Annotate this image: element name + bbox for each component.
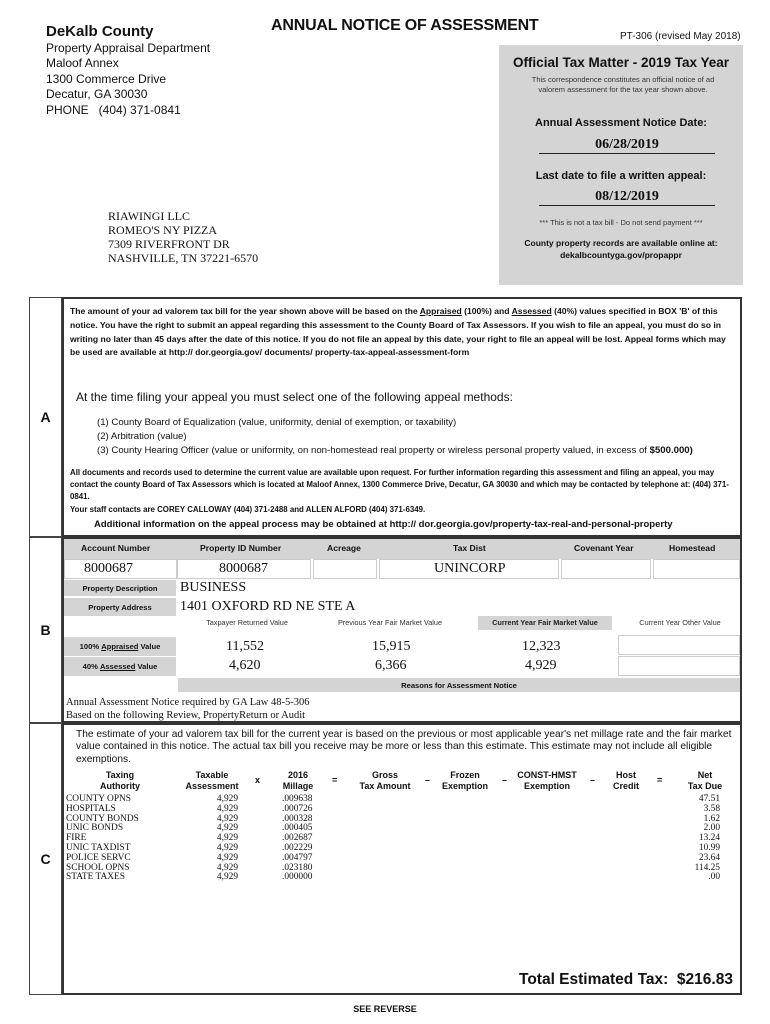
covenant-year-header: Covenant Year bbox=[574, 543, 634, 553]
official-notice-text: This correspondence constitutes an official notice of ad valorem assessment for the tax year shown above. bbox=[531, 75, 715, 94]
header-line: Tax Amount bbox=[359, 780, 411, 791]
acreage-header: Acreage bbox=[327, 543, 361, 553]
equals-operator: = bbox=[332, 775, 338, 785]
millage-cell: .009638 bbox=[282, 794, 313, 804]
section-b-label: B bbox=[29, 537, 62, 723]
appeal-method bbox=[97, 444, 693, 458]
appeal-deadline-label: Last date to file a written appeal: bbox=[535, 170, 707, 182]
notice-date-label: Annual Assessment Notice Date: bbox=[535, 117, 707, 129]
previous-value-header: Previous Year Fair Market Value bbox=[337, 618, 443, 627]
appeal-rights-paragraph bbox=[70, 305, 734, 360]
staff-contacts: Your staff contacts are COREY CALLOWAY (404) 371-2488 and ALLEN ALFORD (404) 371-6349. bbox=[70, 504, 426, 514]
assessment-law-note bbox=[66, 697, 310, 722]
section-a-box bbox=[62, 297, 742, 537]
authority-cell: COUNTY BONDS bbox=[66, 813, 139, 824]
official-tax-matter: Official Tax Matter - 2019 Tax Year bbox=[512, 55, 730, 70]
taxable-assessment-header bbox=[180, 770, 244, 791]
appeal-method: (2) Arbitration (value) bbox=[97, 430, 187, 442]
header-line: Taxing bbox=[105, 770, 135, 780]
online-records-url: dekalbcountyga.gov/propappr bbox=[560, 250, 682, 260]
text-run: Value bbox=[138, 642, 161, 651]
appraised-term: Appraised bbox=[101, 642, 139, 651]
header-line: 2016 bbox=[287, 770, 309, 780]
millage-cell: .000405 bbox=[282, 823, 313, 834]
threshold-amount: $500.000) bbox=[649, 444, 693, 456]
see-reverse-note: SEE REVERSE bbox=[353, 1004, 417, 1014]
homestead-cell bbox=[653, 559, 740, 579]
authority-column bbox=[66, 795, 166, 883]
assessment-column bbox=[194, 795, 238, 883]
property-address: 1401 OXFORD RD NE STE A bbox=[180, 599, 356, 614]
assessment-cell: 4,929 bbox=[216, 842, 238, 853]
assessment-cell: 4,929 bbox=[216, 823, 238, 834]
millage-cell: .002687 bbox=[282, 833, 313, 844]
assessment-cell: 4,929 bbox=[216, 794, 238, 804]
text-run: (3) County Hearing Officer (value or uniformity, on non-homestead real property or wireless personal property valued, in excess of bbox=[97, 444, 650, 456]
assessed-term: Assessed bbox=[511, 306, 552, 316]
assessed-current-value: 4,929 bbox=[525, 658, 557, 673]
recipient-line: RIAWINGI LLC bbox=[108, 209, 191, 223]
section-a-label: A bbox=[29, 297, 62, 537]
address-line: 1300 Commerce Drive bbox=[46, 71, 167, 86]
assessed-returned-value: 4,620 bbox=[229, 658, 261, 673]
online-records-label: County property records are available online at: bbox=[524, 238, 718, 248]
header-line: CONST-HMST bbox=[517, 770, 577, 780]
times-operator: x bbox=[255, 775, 261, 785]
assessed-other-cell bbox=[618, 656, 740, 676]
document-title: ANNUAL NOTICE OF ASSESSMENT bbox=[271, 17, 539, 34]
additional-info-link: Additional information on the appeal process may be obtained at http:// dor.georgia.gov/property-tax-real-and-personal-property bbox=[94, 519, 673, 530]
appraised-previous-value: 15,915 bbox=[372, 639, 411, 654]
tax-estimate-intro: The estimate of your ad valorem tax bill for the current year is based on the previous or most applicable year's net millage rate and the fair market value contained in this notice. The actual tax bill you receive may be more or less than this estimate. This estimate may not include all eligible exemptions. bbox=[76, 729, 732, 765]
assessed-term: Assessed bbox=[99, 662, 136, 671]
net-tax-due-header bbox=[680, 770, 730, 791]
gross-tax-header bbox=[352, 770, 418, 791]
text-run: The amount of your ad valorem tax bill for the year shown above will be based on the bbox=[70, 306, 420, 316]
millage-cell: .000726 bbox=[282, 803, 313, 814]
law-line: Based on the following Review, PropertyReturn or Audit bbox=[66, 709, 306, 721]
millage-header bbox=[274, 770, 322, 791]
authority-cell: UNIC TAXDIST bbox=[66, 842, 131, 853]
appeal-methods-heading: At the time filing your appeal you must select one of the following appeal methods: bbox=[76, 390, 513, 404]
acreage-cell bbox=[313, 559, 377, 579]
assessment-cell: 4,929 bbox=[216, 813, 238, 824]
account-number-header: Account Number bbox=[81, 543, 151, 553]
recipient-address bbox=[108, 209, 258, 265]
text-run: 100% bbox=[79, 642, 102, 651]
header-line: Assessment bbox=[185, 780, 239, 791]
net-tax-cell: 1.62 bbox=[703, 813, 720, 824]
header-line: Taxable bbox=[195, 770, 229, 780]
total-estimated-tax bbox=[519, 971, 733, 989]
recipient-line: ROMEO'S NY PIZZA bbox=[108, 223, 218, 237]
header-line: Authority bbox=[100, 780, 140, 791]
total-label: Total Estimated Tax: bbox=[519, 971, 669, 988]
net-tax-cell: 13.24 bbox=[698, 833, 720, 844]
other-value-header: Current Year Other Value bbox=[639, 618, 721, 627]
appraised-value-label bbox=[64, 637, 176, 656]
authority-cell: FIRE bbox=[66, 833, 87, 844]
taxing-authority-header bbox=[94, 770, 146, 791]
minus-operator: – bbox=[502, 775, 508, 785]
authority-cell: UNIC BONDS bbox=[66, 823, 124, 834]
appraised-other-cell bbox=[618, 635, 740, 655]
authority-cell: STATE TAXES bbox=[66, 872, 126, 883]
appeal-deadline-date: 08/12/2019 bbox=[539, 189, 715, 206]
net-tax-cell: 10.99 bbox=[698, 842, 720, 853]
millage-cell: .023180 bbox=[282, 862, 313, 873]
authority-cell: POLICE SERVC bbox=[66, 852, 131, 863]
text-run: Value bbox=[135, 662, 158, 671]
header-line: Frozen bbox=[450, 770, 480, 780]
text-run: (100%) and bbox=[461, 306, 512, 316]
header-line: Credit bbox=[612, 780, 639, 791]
section-c-box bbox=[62, 723, 742, 995]
notice-date: 06/28/2019 bbox=[539, 137, 715, 154]
net-tax-cell: 47.51 bbox=[698, 794, 720, 804]
net-tax-cell: 3.58 bbox=[703, 803, 720, 814]
net-tax-cell: 23.64 bbox=[698, 852, 720, 863]
millage-cell: .000000 bbox=[282, 872, 313, 883]
appraised-returned-value: 11,552 bbox=[226, 639, 264, 654]
returned-value-header: Taxpayer Returned Value bbox=[206, 618, 288, 627]
net-tax-cell: 114.25 bbox=[694, 862, 720, 873]
frozen-exemption-header bbox=[436, 770, 494, 791]
law-line: Annual Assessment Notice required by GA Law 48-5-306 bbox=[66, 697, 310, 708]
assessment-cell: 4,929 bbox=[216, 852, 238, 863]
address-line: PHONE (404) 371-0841 bbox=[46, 102, 181, 117]
property-address-label: Property Address bbox=[64, 598, 176, 616]
total-value: $216.83 bbox=[676, 971, 733, 988]
header-line: Net bbox=[697, 770, 713, 780]
address-line: Decatur, GA 30030 bbox=[46, 87, 148, 102]
assessed-value-label bbox=[64, 657, 176, 676]
header-line: Tax Due bbox=[687, 780, 723, 791]
authority-cell: SCHOOL OPNS bbox=[66, 862, 130, 873]
authority-cell: COUNTY OPNS bbox=[66, 794, 132, 804]
tax-district: UNINCORP bbox=[434, 561, 506, 576]
host-credit-header bbox=[606, 770, 646, 791]
property-description-label: Property Description bbox=[64, 580, 176, 596]
county-name: DeKalb County bbox=[46, 23, 154, 40]
appraised-term: Appraised bbox=[419, 306, 462, 316]
net-tax-cell: .00 bbox=[708, 872, 720, 883]
header-line: Exemption bbox=[441, 780, 488, 791]
net-tax-column bbox=[664, 795, 720, 883]
property-id-header: Property ID Number bbox=[200, 543, 282, 553]
property-id: 8000687 bbox=[219, 561, 268, 576]
appeal-methods-list bbox=[97, 416, 693, 457]
recipient-line: 7309 RIVERFRONT DR bbox=[108, 237, 230, 251]
recipient-line: NASHVILLE, TN 37221-6570 bbox=[108, 251, 259, 265]
equals-operator: = bbox=[657, 775, 663, 785]
assessment-cell: 4,929 bbox=[216, 803, 238, 814]
appraised-current-value: 12,323 bbox=[522, 639, 561, 654]
const-hmst-header bbox=[512, 770, 582, 791]
authority-cell: HOSPITALS bbox=[66, 803, 116, 814]
millage-cell: .002229 bbox=[282, 842, 313, 853]
property-header-row bbox=[64, 539, 740, 559]
text-run: (40%) values specified in BOX 'B' of this notice. You have the right to submit an appeal regarding this assessment to the County Board of Tax Assessors. If you wish to file an appeal, you must do so in writing no later than 45 days after the date of this notice. If you do not file an appeal by this date, your right to file an appeal will be lost. Appeal forms which may be used are available at http:// dor.georgia.gov/ documents/ property-tax-appeal-assessment-form bbox=[70, 306, 726, 358]
tax-dist-header: Tax Dist bbox=[453, 543, 486, 553]
assessment-cell: 4,929 bbox=[216, 862, 238, 873]
documents-paragraph bbox=[70, 467, 734, 516]
text-run: 40% bbox=[82, 662, 100, 671]
header-line: Exemption bbox=[523, 780, 570, 791]
header-line: Millage bbox=[282, 780, 314, 791]
property-description: BUSINESS bbox=[180, 580, 247, 595]
appeal-method: (1) County Board of Equalization (value, uniformity, denial of exemption, or taxability) bbox=[97, 417, 457, 428]
header-line: Gross bbox=[371, 770, 398, 780]
reasons-header: Reasons for Assessment Notice bbox=[178, 678, 740, 692]
net-tax-cell: 2.00 bbox=[703, 823, 720, 834]
section-c-label: C bbox=[29, 723, 62, 995]
millage-cell: .000328 bbox=[282, 813, 313, 824]
notice-info-panel bbox=[499, 45, 743, 285]
account-number: 8000687 bbox=[84, 561, 133, 576]
address-line: Property Appraisal Department bbox=[46, 41, 211, 55]
address-line: Maloof Annex bbox=[46, 56, 119, 71]
assessed-previous-value: 6,366 bbox=[375, 658, 407, 673]
header-line: Host bbox=[616, 770, 636, 780]
current-value-header: Current Year Fair Market Value bbox=[478, 616, 612, 630]
assessment-cell: 4,929 bbox=[216, 833, 238, 844]
documents-text: All documents and records used to determine the current value are available upon request. For further information regarding this assessment and filing an appeal, you may contact the county Board of Tax Assessors which is located at Maloof Annex, 1300 Commerce Drive, Decatur, GA 30030 and which may be contacted by telephone at: (404) 371-0841. bbox=[70, 468, 729, 502]
covenant-cell bbox=[561, 559, 651, 579]
millage-column bbox=[282, 795, 332, 883]
not-a-bill-notice: *** This is not a tax bill - Do not send payment *** bbox=[539, 218, 703, 227]
department-address bbox=[46, 41, 210, 118]
minus-operator: – bbox=[590, 775, 596, 785]
section-b-box bbox=[62, 537, 742, 723]
homestead-header: Homestead bbox=[669, 543, 716, 553]
minus-operator: – bbox=[425, 775, 431, 785]
form-number: PT-306 (revised May 2018) bbox=[620, 31, 741, 42]
millage-cell: .004797 bbox=[282, 852, 313, 863]
assessment-cell: 4,929 bbox=[216, 872, 238, 883]
